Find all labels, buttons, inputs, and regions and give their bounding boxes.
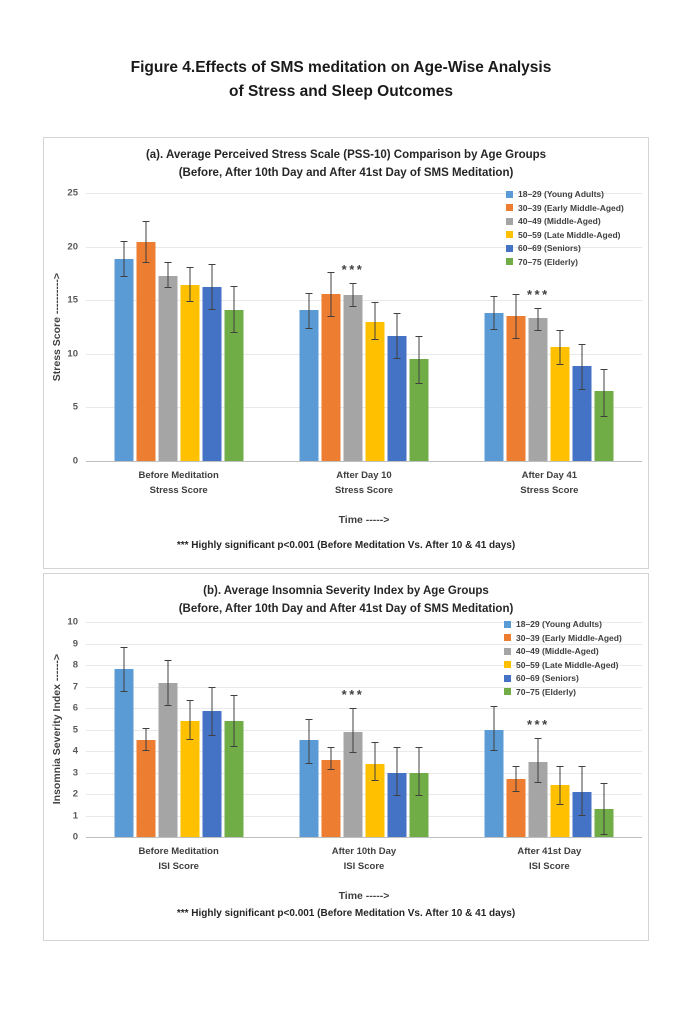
error-bar	[331, 272, 332, 317]
error-bar	[582, 766, 583, 815]
error-bar	[604, 783, 605, 835]
error-bar	[309, 293, 310, 329]
category-label	[469, 844, 629, 874]
legend-label: 70–75 (Elderly)	[518, 256, 579, 267]
legend-item	[506, 215, 624, 228]
significance-stars: ***	[526, 717, 550, 733]
bar-group	[114, 193, 243, 461]
error-bar	[494, 706, 495, 751]
error-bar	[145, 221, 146, 263]
chart-a-y-axis-label-wrap	[48, 193, 66, 461]
y-tick-label: 6	[72, 702, 78, 714]
legend-item	[506, 202, 624, 215]
bar-group	[300, 193, 429, 461]
legend-label: 30–39 (Early Middle-Aged)	[518, 202, 624, 213]
figure-title-line2: of Stress and Sleep Outcomes	[229, 83, 453, 101]
error-bar	[604, 369, 605, 417]
bar-slot	[410, 193, 429, 461]
error-bar	[309, 719, 310, 764]
legend-item	[506, 229, 624, 242]
category-label	[99, 844, 259, 874]
error-bar	[353, 283, 354, 307]
error-bar	[538, 738, 539, 783]
y-tick-label: 5	[72, 401, 78, 413]
y-tick-label: 0	[72, 455, 78, 467]
legend-label: 60–69 (Seniors)	[518, 243, 581, 254]
bar-slot	[388, 193, 407, 461]
bar-slot	[158, 193, 177, 461]
legend-label: 60–69 (Seniors)	[516, 673, 579, 684]
chart-a-y-axis-label: Stress Score ---------->	[51, 272, 63, 382]
chart-a-title	[44, 147, 648, 183]
figure-title	[0, 56, 682, 104]
bar-slot	[158, 622, 177, 837]
error-bar	[123, 647, 124, 692]
category-label	[284, 468, 444, 498]
y-tick-label: 9	[72, 638, 78, 649]
legend-label: 70–75 (Elderly)	[516, 686, 577, 697]
category-label	[469, 468, 629, 498]
legend-label: 50–59 (Late Middle-Aged)	[518, 229, 621, 240]
error-bar	[189, 267, 190, 302]
error-bar	[211, 264, 212, 310]
bar	[158, 276, 177, 461]
chart-a-significance-footnote: *** Highly significant p<0.001 (Before Meditation Vs. After 10 & 41 days)	[176, 540, 516, 551]
legend-swatch	[506, 231, 513, 238]
legend-label: 18–29 (Young Adults)	[516, 619, 602, 630]
bar	[344, 295, 363, 461]
significance-stars: ***	[526, 286, 550, 302]
bar-slot	[341, 622, 365, 837]
x-axis-line	[86, 461, 642, 462]
legend-item	[506, 188, 624, 201]
category-label	[99, 468, 259, 498]
legend-item	[504, 632, 622, 645]
chart-panel-b	[43, 573, 649, 941]
y-tick-label: 10	[67, 348, 78, 360]
y-tick-label: 8	[72, 659, 78, 671]
bar-slot	[341, 193, 365, 461]
y-tick-label: 2	[72, 788, 78, 800]
category-label-line2: Stress Score	[520, 485, 579, 497]
legend-label: 50–59 (Late Middle-Aged)	[516, 659, 619, 670]
bar-slot	[136, 622, 155, 837]
bar-slot	[322, 193, 341, 461]
error-bar	[419, 336, 420, 384]
bar-slot	[366, 622, 385, 837]
bar	[114, 669, 133, 837]
error-bar	[145, 728, 146, 751]
chart-b-legend	[504, 618, 622, 698]
error-bar	[211, 687, 212, 736]
error-bar	[375, 742, 376, 781]
legend-swatch	[506, 191, 513, 198]
chart-b-title-line2: (Before, After 10th Day and After 41st Day of SMS Meditation)	[178, 602, 514, 615]
bar-slot	[366, 193, 385, 461]
error-bar	[375, 302, 376, 340]
bar	[322, 760, 341, 837]
legend-swatch	[506, 204, 513, 211]
bar-slot	[485, 193, 504, 461]
legend-swatch	[506, 218, 513, 225]
bar-slot	[300, 193, 319, 461]
bar-slot	[180, 622, 199, 837]
chart-b-title-line1: (b). Average Insomnia Severity Index by Age Groups	[203, 585, 489, 597]
legend-swatch	[504, 688, 511, 695]
error-bar	[189, 700, 190, 740]
legend-swatch	[504, 675, 511, 682]
bar-slot	[485, 622, 504, 837]
error-bar	[331, 747, 332, 771]
legend-item	[504, 686, 622, 699]
y-tick-label: 25	[67, 187, 78, 199]
significance-stars: ***	[341, 262, 365, 278]
error-bar	[397, 313, 398, 359]
legend-swatch	[504, 621, 511, 628]
legend-swatch	[504, 648, 511, 655]
bar-slot	[300, 622, 319, 837]
chart-b-significance-footnote: *** Highly significant p<0.001 (Before Meditation Vs. After 10 & 41 days)	[176, 908, 516, 919]
category-label-line2: Stress Score	[334, 485, 394, 497]
bar-group	[300, 622, 429, 837]
legend-item	[504, 659, 622, 672]
bar	[366, 322, 385, 461]
y-tick-label: 5	[72, 724, 78, 735]
legend-swatch	[504, 634, 511, 641]
significance-stars: ***	[341, 687, 365, 702]
legend-item	[506, 256, 624, 269]
legend-item	[504, 618, 622, 631]
category-label-line2: ISI Score	[343, 861, 385, 873]
bar-slot	[322, 622, 341, 837]
x-axis-line	[86, 837, 642, 838]
legend-item	[504, 672, 622, 685]
error-bar	[419, 747, 420, 796]
bar-slot	[388, 622, 407, 837]
error-bar	[582, 344, 583, 390]
bar	[322, 294, 341, 461]
category-label-line1: After Day 10	[336, 470, 392, 481]
bar	[529, 318, 548, 461]
chart-a-x-axis-label: Time ----->	[338, 514, 390, 526]
y-tick-label: 3	[72, 767, 78, 778]
bar-group	[114, 622, 243, 837]
error-bar	[538, 308, 539, 332]
bar-slot	[114, 622, 133, 837]
bar	[158, 683, 177, 837]
error-bar	[167, 262, 168, 289]
bar	[136, 242, 155, 461]
bar-slot	[202, 193, 221, 461]
figure-title-line1: Figure 4.Effects of SMS meditation on Age-Wise Analysis	[130, 59, 552, 76]
error-bar	[233, 695, 234, 747]
bar-slot	[114, 193, 133, 461]
error-bar	[516, 766, 517, 792]
bar-slot	[202, 622, 221, 837]
category-label-line1: After 10th Day	[331, 846, 397, 857]
error-bar	[233, 286, 234, 333]
legend-label: 30–39 (Early Middle-Aged)	[516, 632, 622, 643]
legend-swatch	[504, 661, 511, 668]
bar-slot	[410, 622, 429, 837]
bar	[180, 285, 199, 461]
bar	[485, 313, 504, 461]
error-bar	[123, 241, 124, 276]
legend-item	[504, 645, 622, 658]
legend-item	[506, 242, 624, 255]
bar	[114, 259, 133, 461]
error-bar	[397, 747, 398, 796]
bar-slot	[224, 622, 243, 837]
bar	[202, 287, 221, 461]
y-tick-label: 20	[67, 241, 78, 253]
error-bar	[560, 766, 561, 805]
legend-swatch	[506, 245, 513, 252]
bar-slot	[224, 193, 243, 461]
error-bar	[167, 660, 168, 706]
legend-label: 18–29 (Young Adults)	[518, 189, 604, 200]
error-bar	[494, 296, 495, 330]
y-tick-label: 15	[67, 294, 78, 306]
legend-label: 40–49 (Middle-Aged)	[518, 216, 601, 227]
error-bar	[353, 708, 354, 753]
legend-label: 40–49 (Middle-Aged)	[516, 646, 599, 657]
category-label-line2: ISI Score	[158, 861, 199, 873]
category-label-line1: After 41st Day	[517, 846, 582, 857]
category-label-line1: Before Meditation	[138, 846, 219, 857]
chart-panel-a	[43, 137, 649, 569]
chart-a-legend	[506, 188, 624, 268]
y-tick-label: 0	[72, 831, 78, 843]
chart-a-title-line2: (Before, After 10th Day and After 41st Day of SMS Meditation)	[178, 166, 514, 179]
y-tick-label: 10	[67, 616, 78, 628]
bar-slot	[136, 193, 155, 461]
bar	[136, 740, 155, 837]
category-label	[284, 844, 444, 874]
category-label-line2: ISI Score	[528, 861, 570, 873]
legend-swatch	[506, 258, 513, 265]
error-bar	[560, 330, 561, 364]
y-tick-label: 7	[72, 681, 78, 692]
error-bar	[516, 294, 517, 339]
category-label-line1: Before Meditation	[138, 470, 219, 481]
category-label-line1: After Day 41	[521, 470, 578, 481]
bar	[300, 310, 319, 461]
chart-a-title-line1: (a). Average Perceived Stress Scale (PSS-10) Comparison by Age Groups	[145, 149, 547, 161]
category-label-line2: Stress Score	[149, 485, 208, 497]
y-tick-label: 1	[72, 810, 78, 821]
bar-slot	[180, 193, 199, 461]
chart-b-title	[44, 583, 648, 619]
chart-b-x-axis-label: Time ----->	[338, 890, 390, 902]
chart-b-y-axis-label: Insomnia Severity Index ------>	[51, 654, 63, 805]
y-tick-label: 4	[72, 745, 78, 757]
